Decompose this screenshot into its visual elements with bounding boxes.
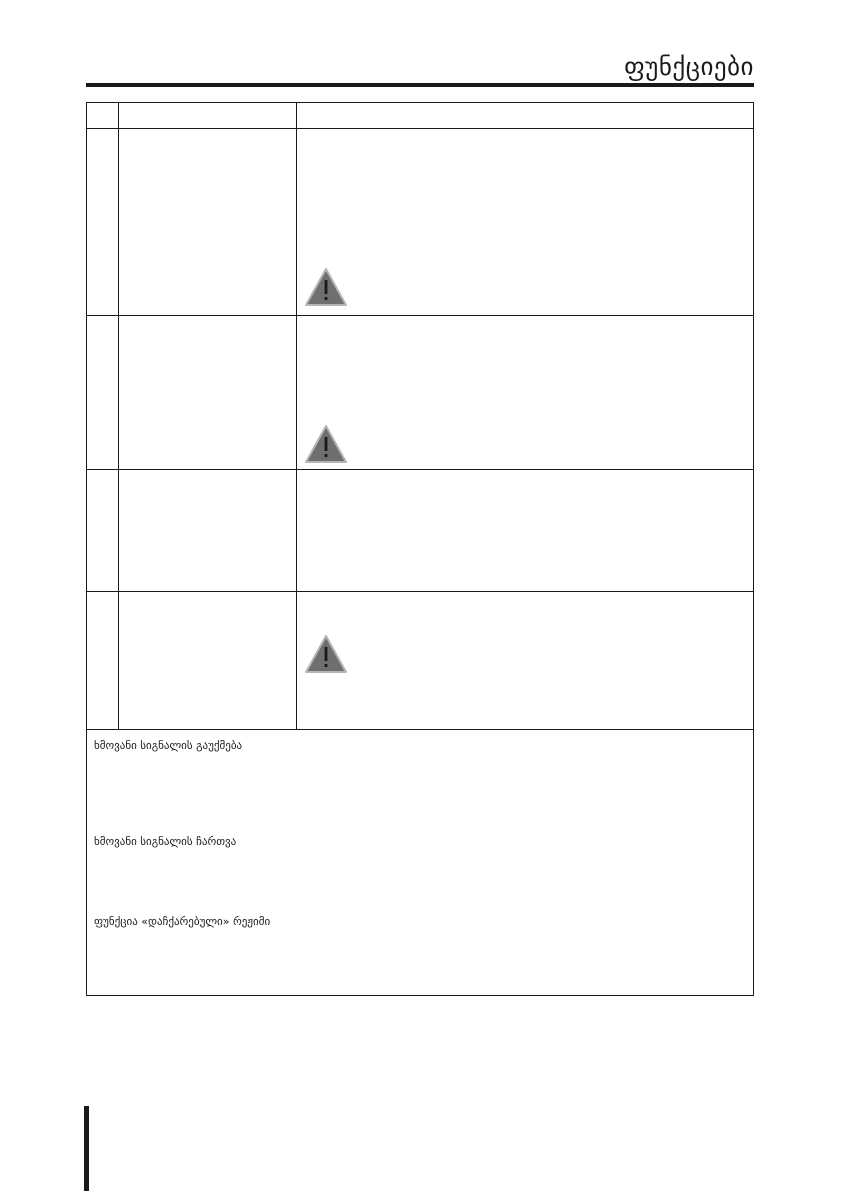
row-divider: [86, 591, 754, 592]
page-title: ფუნქციები: [624, 52, 754, 81]
page-side-marker: [84, 1106, 89, 1191]
title-rule: [86, 83, 754, 87]
warning-icon: [305, 268, 347, 306]
note-heading-accelerated-mode: ფუნქცია «დაჩქარებული» რეჟიმი: [94, 915, 271, 928]
notes-box: [86, 730, 754, 996]
note-heading-sound-on: ხმოვანი სიგნალის ჩართვა: [94, 835, 237, 848]
header-row-divider: [86, 128, 754, 129]
row-divider: [86, 469, 754, 470]
warning-icon: [305, 425, 347, 463]
warning-icon: [305, 635, 347, 673]
column-divider: [296, 102, 297, 730]
function-table: [86, 102, 754, 730]
table-border: [86, 102, 754, 730]
column-divider: [118, 102, 119, 730]
row-divider: [86, 315, 754, 316]
note-heading-sound-off: ხმოვანი სიგნალის გაუქმება: [94, 739, 243, 752]
